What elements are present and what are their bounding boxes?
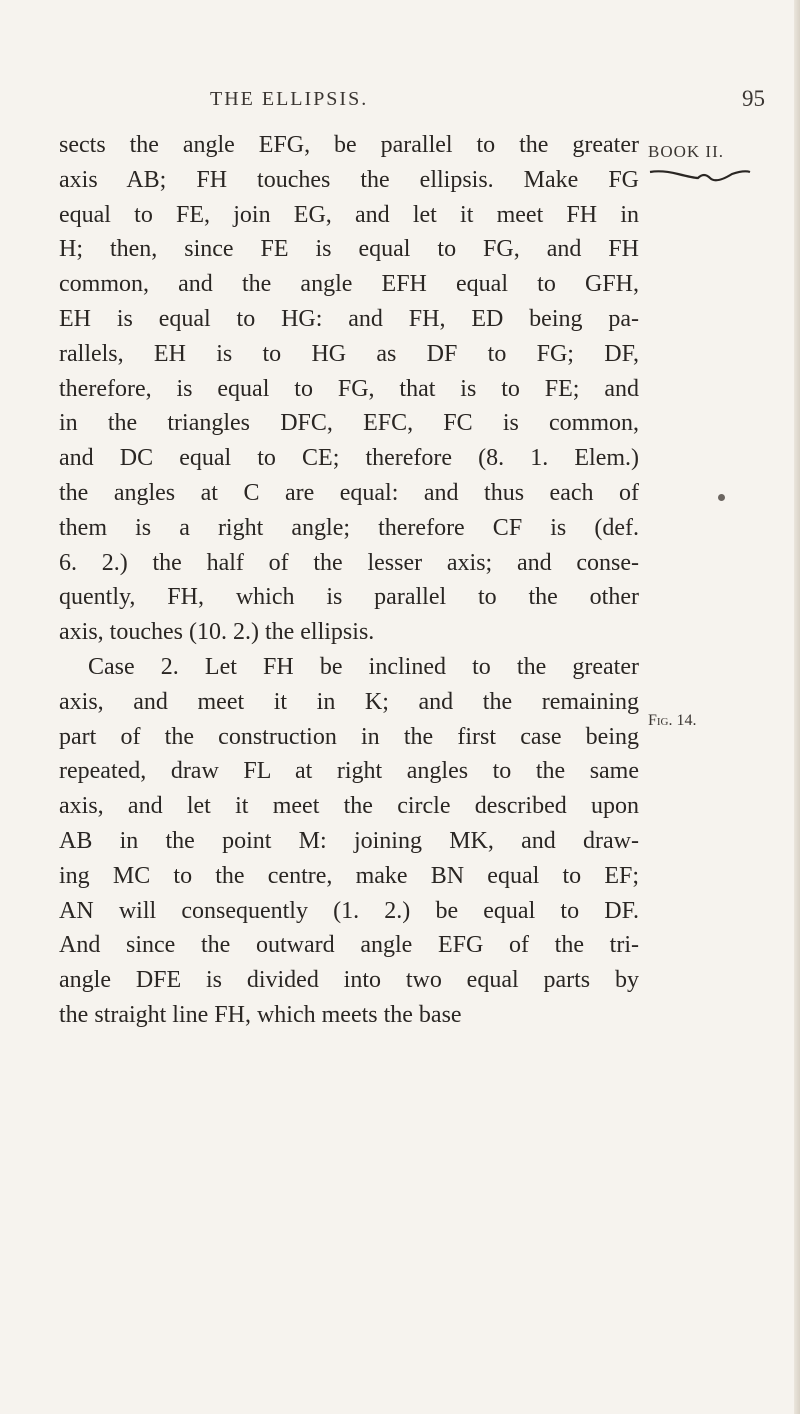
- page-header: [0, 88, 800, 118]
- body-text: [59, 128, 639, 1033]
- text-line: EH is equal to HG: and FH, ED being pa-: [59, 305, 639, 332]
- text-line: therefore, is equal to FG, that is to FE; and: [59, 375, 639, 402]
- margin-book-note: BOOK II.: [648, 142, 724, 161]
- text-line: axis AB; FH touches the ellipsis. Make FG: [59, 166, 639, 193]
- text-line: rallels, EH is to HG as DF to FG; DF,: [59, 340, 639, 367]
- page-edge: [794, 0, 800, 1414]
- text-line: angle DFE is divided into two equal parts by: [59, 967, 639, 994]
- text-line: the straight line FH, which meets the base: [59, 1001, 462, 1028]
- text-line: and DC equal to CE; therefore (8. 1. Elem.): [59, 445, 639, 472]
- text-line: H; then, since FE is equal to FG, and FH: [59, 236, 639, 263]
- text-line: AN will consequently (1. 2.) be equal to DF.: [59, 897, 639, 924]
- brace-icon: [648, 168, 752, 182]
- text-line: common, and the angle EFH equal to GFH,: [59, 271, 639, 298]
- text-line: Case 2. Let FH be inclined to the greater: [88, 653, 639, 680]
- text-line: axis, and meet it in K; and the remaining: [59, 688, 639, 715]
- text-line: sects the angle EFG, be parallel to the greater: [59, 132, 639, 158]
- margin-figure-note: Fig. 14.: [648, 712, 697, 729]
- text-line: the angles at C are equal: and thus each of: [59, 479, 639, 506]
- text-line: them is a right angle; therefore CF is (def.: [59, 514, 639, 541]
- text-line: AB in the point M: joining MK, and draw-: [59, 827, 639, 854]
- text-line: axis, and let it meet the circle described upon: [59, 793, 639, 820]
- text-line: quently, FH, which is parallel to the other: [59, 584, 639, 611]
- text-line: part of the construction in the first case being: [59, 723, 639, 750]
- text-line: ing MC to the centre, make BN equal to EF;: [59, 862, 639, 889]
- text-line: 6. 2.) the half of the lesser axis; and conse-: [59, 549, 639, 576]
- text-line: And since the outward angle EFG of the tri-: [59, 932, 639, 959]
- paper-speck: [718, 494, 725, 501]
- text-line: in the triangles DFC, EFC, FC is common,: [59, 410, 639, 437]
- text-line: repeated, draw FL at right angles to the same: [59, 758, 639, 785]
- page-number: 95: [742, 86, 765, 111]
- text-line: equal to FE, join EG, and let it meet FH in: [59, 201, 639, 228]
- text-line: axis, touches (10. 2.) the ellipsis.: [59, 619, 375, 646]
- running-head: THE ELLIPSIS.: [210, 88, 369, 110]
